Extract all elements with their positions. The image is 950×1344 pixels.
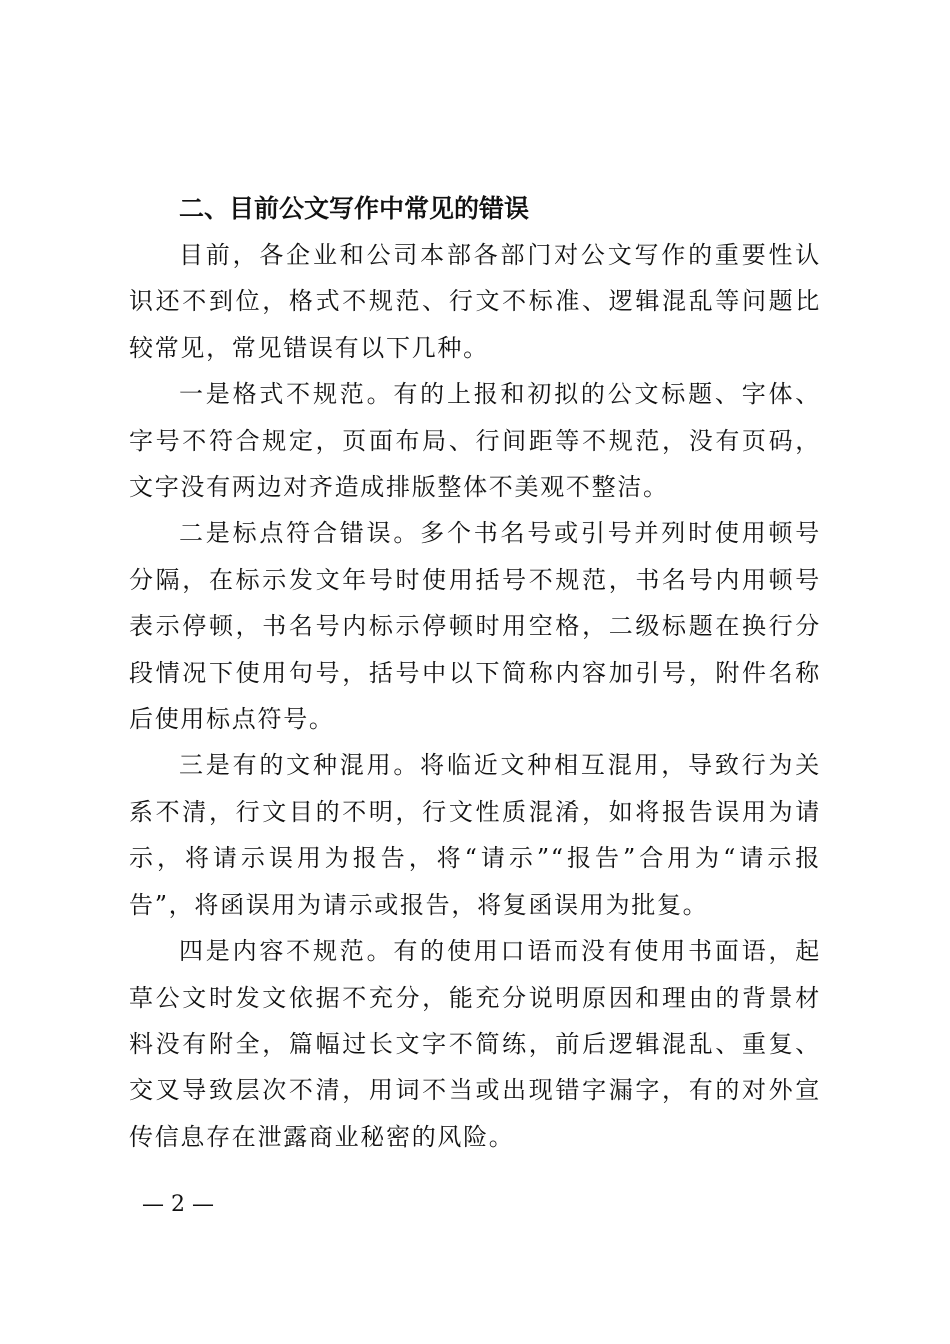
paragraph-content-errors: 四是内容不规范。有的使用口语而没有使用书面语，起草公文时发文依据不充分，能充分说明原因和理由的背景材料没有附全，篇幅过长文字不简练，前后逻辑混乱、重复、交叉导致层次不清，用词不当或出现错字漏字，有的对外宣传信息存在泄露商业秘密的风险。 (129, 937, 821, 1151)
paragraph-punctuation-errors: 二是标点符合错误。多个书名号或引号并列时使用顿号分隔，在标示发文年号时使用括号不规范，书名号内用顿号表示停顿，书名号内标示停顿时用空格，二级标题在换行分段情况下使用句号，括号中以下简称内容加引号，附件名称后使用标点符号。 (129, 519, 821, 734)
paragraph-format-errors: 一是格式不规范。有的上报和初拟的公文标题、字体、字号不符合规定，页面布局、行间距等不规范，没有页码，文字没有两边对齐造成排版整体不美观不整洁。 (129, 380, 821, 502)
document-body (129, 186, 821, 1160)
section-heading: 二、目前公文写作中常见的错误 (179, 194, 530, 223)
paragraph-intro: 目前，各企业和公司本部各部门对公文写作的重要性认识还不到位，格式不规范、行文不标准、逻辑混乱等问题比较常见，常见错误有以下几种。 (129, 241, 821, 362)
page-number: — 2 — (142, 1192, 214, 1217)
paragraph-document-type-errors: 三是有的文种混用。将临近文种相互混用，导致行为关系不清，行文目的不明，行文性质混淆，如将报告误用为请示，将请示误用为报告，将“请示”“报告”合用为“请示报告”，将函误用为请示或报告，将复函误用为批复。 (129, 751, 821, 919)
